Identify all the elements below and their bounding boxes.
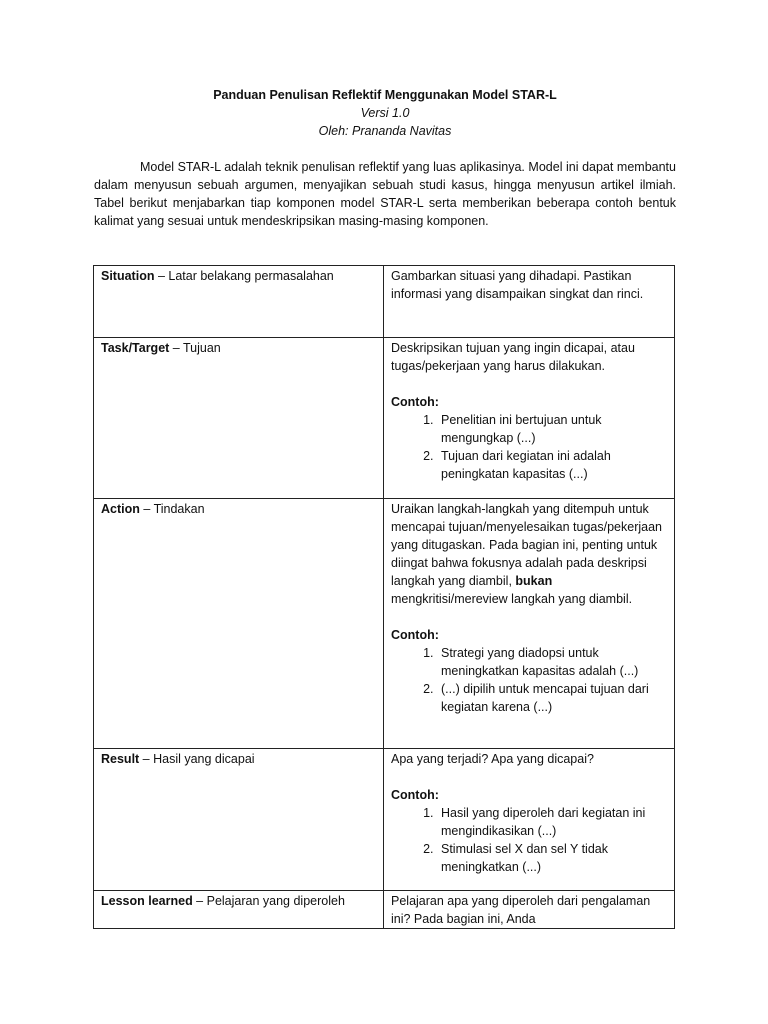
example-label: Contoh: bbox=[391, 788, 439, 802]
component-label: – Hasil yang dicapai bbox=[139, 752, 255, 766]
example-list bbox=[391, 804, 666, 876]
description-part: Uraikan langkah-langkah yang ditempuh untuk mencapai tujuan/menyelesaikan tugas/pekerjaan yang ditugaskan. Pada bagian ini, penting untuk diingat bahwa fokusnya adalah pada deskripsi langkah yang diambil, bbox=[391, 502, 663, 588]
table-row-task bbox=[94, 338, 675, 499]
component-label: – Tindakan bbox=[139, 502, 205, 516]
example-item: 2. Stimulasi sel X dan sel Y tidak meningkatkan (...) bbox=[437, 840, 666, 876]
description-cell bbox=[384, 266, 675, 338]
component-term: Action bbox=[101, 502, 140, 516]
example-label: Contoh: bbox=[391, 628, 439, 642]
description-part: mengkritisi/mereview langkah yang diambil. bbox=[391, 592, 633, 606]
document-version: Versi 1.0 bbox=[360, 106, 410, 120]
description-text: Pelajaran apa yang diperoleh dari pengalaman ini? Pada bagian ini, Anda bbox=[391, 894, 651, 926]
component-cell bbox=[94, 266, 384, 338]
description-cell bbox=[384, 338, 675, 499]
component-cell bbox=[94, 499, 384, 749]
document-header bbox=[94, 86, 676, 140]
description-text bbox=[391, 500, 666, 608]
example-item: 1. Penelitian ini bertujuan untuk mengungkap (...) bbox=[437, 411, 666, 447]
component-term: Task/Target bbox=[101, 341, 170, 355]
description-cell bbox=[384, 749, 675, 891]
example-item: 2. Tujuan dari kegiatan ini adalah peningkatan kapasitas (...) bbox=[437, 447, 666, 483]
example-label: Contoh: bbox=[391, 395, 439, 409]
example-item: 1. Hasil yang diperoleh dari kegiatan ini mengindikasikan (...) bbox=[437, 804, 666, 840]
example-list bbox=[391, 644, 666, 716]
component-cell bbox=[94, 338, 384, 499]
table-row-action bbox=[94, 499, 675, 749]
description-text: Gambarkan situasi yang dihadapi. Pastikan informasi yang disampaikan singkat dan rinci. bbox=[391, 269, 644, 301]
intro-paragraph: Model STAR-L adalah teknik penulisan reflektif yang luas aplikasinya. Model ini dapat membantu dalam menyusun sebuah argumen, menyajikan sebuah studi kasus, hingga menyusun artikel ilmiah. Tabel berikut menjabarkan tiap komponen model STAR-L serta memberikan beberapa contoh bentuk kalimat yang sesuai untuk mendeskripsikan masing-masing komponen. bbox=[94, 160, 676, 228]
component-label: – Pelajaran yang diperoleh bbox=[192, 894, 345, 908]
component-term: Lesson learned bbox=[101, 894, 193, 908]
component-term: Result bbox=[101, 752, 140, 766]
component-label: – Latar belakang permasalahan bbox=[154, 269, 334, 283]
description-cell bbox=[384, 499, 675, 749]
description-emphasis: bukan bbox=[515, 574, 553, 588]
document-page bbox=[94, 86, 676, 243]
component-cell bbox=[94, 891, 384, 929]
component-term: Situation bbox=[101, 269, 155, 283]
description-text: Apa yang terjadi? Apa yang dicapai? bbox=[391, 752, 594, 766]
example-item: 1. Strategi yang diadopsi untuk meningkatkan kapasitas adalah (...) bbox=[437, 644, 666, 680]
description-cell bbox=[384, 891, 675, 929]
document-title: Panduan Penulisan Reflektif Menggunakan Model STAR-L bbox=[213, 88, 557, 102]
star-l-table bbox=[93, 265, 675, 929]
component-cell bbox=[94, 749, 384, 891]
component-label: – Tujuan bbox=[169, 341, 221, 355]
table-row-lesson bbox=[94, 891, 675, 929]
table-row-result bbox=[94, 749, 675, 891]
document-author: Oleh: Prananda Navitas bbox=[318, 124, 452, 138]
table-row-situation bbox=[94, 266, 675, 338]
example-item: 2. (...) dipilih untuk mencapai tujuan dari kegiatan karena (...) bbox=[437, 680, 666, 716]
example-list bbox=[391, 411, 666, 483]
description-text: Deskripsikan tujuan yang ingin dicapai, atau tugas/pekerjaan yang harus dilakukan. bbox=[391, 341, 635, 373]
